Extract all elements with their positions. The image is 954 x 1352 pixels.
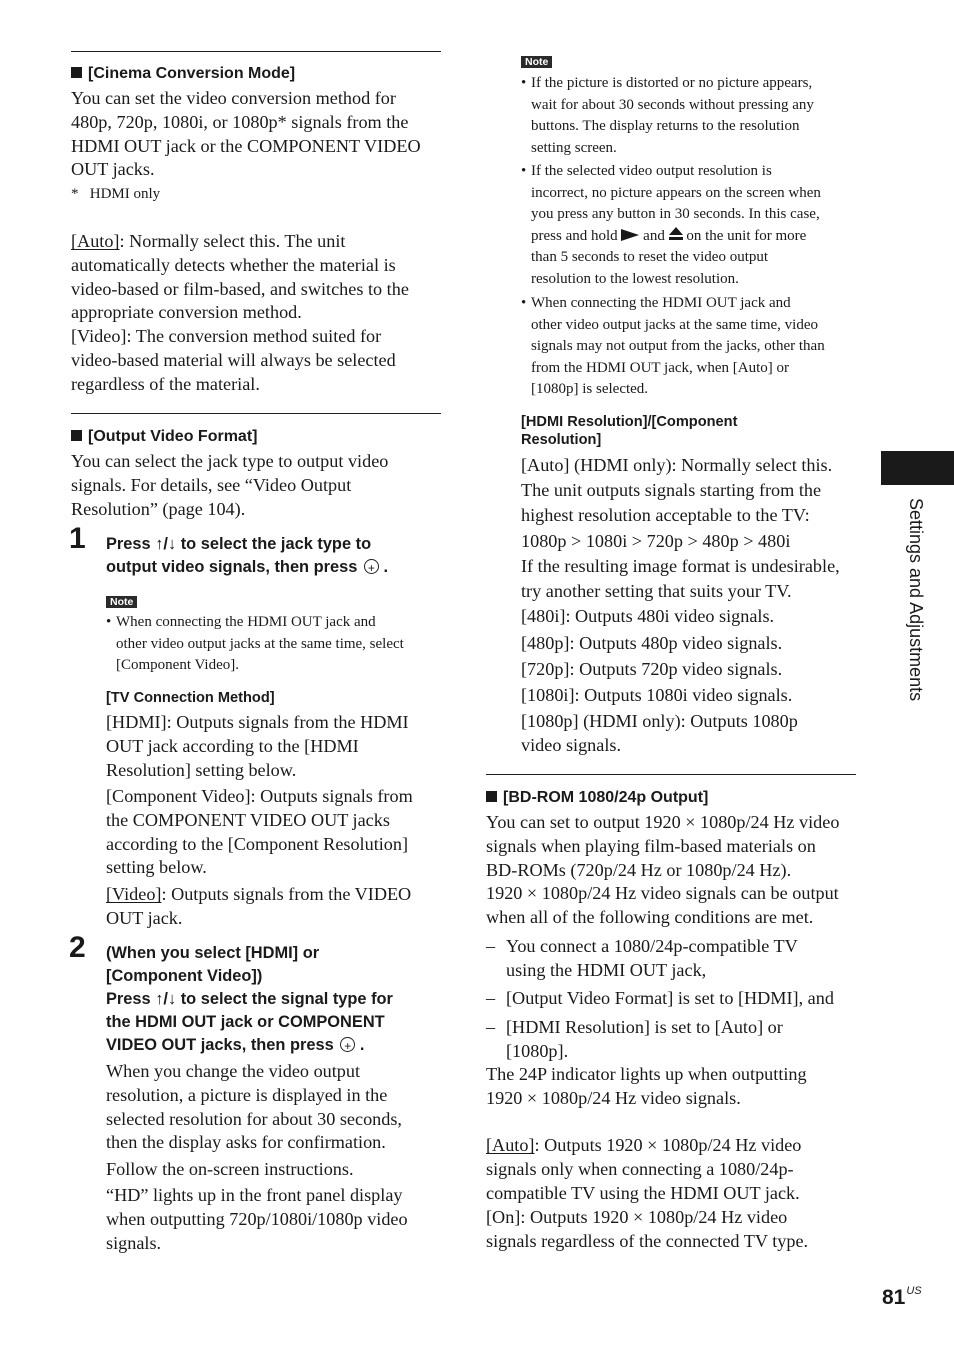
dash-marker: –	[486, 988, 496, 1008]
eject-button-icon	[669, 227, 683, 241]
step-2-instructions-note: Follow the on-screen instructions.	[106, 1159, 354, 1179]
step-number: 2	[69, 931, 86, 964]
bdrom-auto-option: [Auto]: Outputs 1920 × 1080p/24 Hz video signals only when connecting a 1080/24p- compatible TV using the HDMI OUT jack.	[486, 1135, 802, 1203]
hdmi-resolution-480i-option: [480i]: Outputs 480i video signals.	[521, 606, 775, 626]
step-number: 1	[69, 522, 86, 555]
cinema-footnote: * HDMI only	[71, 186, 161, 202]
text-line: HDMI OUT jack or the COMPONENT VIDEO	[71, 135, 421, 156]
page-number: $81^{US}$	[882, 1285, 922, 1309]
condition-item: – You connect a 1080/24p-compatible TV using the HDMI OUT jack,	[486, 936, 798, 980]
bullet-dot-icon: •	[521, 75, 527, 91]
cinema-video-option: [Video]: The conversion method suited for video-based material will always be selected regardless of the material.	[71, 326, 396, 394]
cinema-description	[71, 87, 451, 182]
bullet-dot-icon: •	[106, 614, 112, 630]
hdmi-resolution-1080p-option: [1080p] (HDMI only): Outputs 1080p video signals.	[521, 711, 798, 755]
note-bullet: • When connecting the HDMI OUT jack and other video output jacks at the same time, video signals may not output from the jacks, other than from the HDMI OUT jack, when [Auto] or [1080p] is selected.	[521, 295, 825, 398]
note-badge: Note	[106, 596, 137, 608]
bullet-square-icon	[486, 791, 497, 802]
section-divider	[71, 51, 441, 52]
step-2-hd-note: “HD” lights up in the front panel display when outputting 720p/1080i/1080p video signals.	[106, 1185, 408, 1253]
bullet-square-icon	[71, 67, 82, 78]
section-tab-marker	[881, 451, 954, 485]
step-2-body: When you change the video output resolution, a picture is displayed in the selected resolution for about 30 seconds, then the display asks for confirmation.	[106, 1061, 402, 1153]
condition-item: – [HDMI Resolution] is set to [Auto] or [1080p].	[486, 1017, 783, 1061]
hdmi-resolution-auto-option: [Auto] (HDMI only): Normally select this. The unit outputs signals starting from the highest resolution acceptable to the TV: 1080p > 1080i > 720p > 480p > 480i If the resulting image format is undesirable, try another setting that suits your TV.	[521, 455, 840, 602]
tv-connection-hdmi-option: [HDMI]: Outputs signals from the HDMI OUT jack according to the [HDMI Resolution] setting below.	[106, 712, 409, 780]
bullet-square-icon	[71, 430, 82, 441]
text-line: OUT jacks.	[71, 159, 155, 180]
note-bullet: • If the selected video output resolution is incorrect, no picture appears on the screen when you press any button in 30 seconds. In this case, press and hold and on the unit for more than 5 seconds to reset the video output resolution to the lowest resolution.	[521, 163, 821, 287]
hdmi-resolution-480p-option: [480p]: Outputs 480p video signals.	[521, 633, 783, 653]
bdrom-description: You can set to output 1920 × 1080p/24 Hz video signals when playing film-based materials on BD-ROMs (720p/24 Hz or 1080p/24 Hz). 1920 × 1080p/24 Hz video signals can be output when all of the following conditions are met.	[486, 812, 840, 928]
tv-connection-video-option: [Video]: Outputs signals from the VIDEO OUT jack.	[106, 884, 412, 928]
condition-item: – [Output Video Format] is set to [HDMI], and	[486, 988, 834, 1008]
step-2-instruction: (When you select [HDMI] or [Component Video]) Press ↑/↓ to select the signal type for the HDMI OUT jack or COMPONENT VIDEO OUT jacks, then press + .	[106, 942, 451, 1057]
section-divider	[71, 413, 441, 414]
output-format-heading: [Output Video Format]	[71, 428, 257, 446]
hdmi-resolution-720p-option: [720p]: Outputs 720p video signals.	[521, 659, 783, 679]
bdrom-on-option: [On]: Outputs 1920 × 1080p/24 Hz video signals regardless of the connected TV type.	[486, 1207, 809, 1251]
text-line: You can set the video conversion method for	[71, 88, 396, 108]
note-badge: Note	[521, 56, 552, 68]
section-divider	[486, 774, 856, 775]
default-marker: [Auto]	[71, 231, 120, 251]
dash-marker: –	[486, 1017, 496, 1037]
bullet-dot-icon: •	[521, 295, 527, 311]
bdrom-indicator-note: The 24P indicator lights up when outputting 1920 × 1080p/24 Hz video signals.	[486, 1064, 807, 1108]
default-marker: [Video]	[106, 884, 162, 904]
cinema-heading: [Cinema Conversion Mode]	[71, 65, 295, 83]
section-title-vertical: Settings and Adjustments	[906, 498, 926, 702]
hdmi-resolution-1080i-option: [1080i]: Outputs 1080i video signals.	[521, 685, 793, 705]
dash-marker: –	[486, 936, 496, 956]
region-code: US	[906, 1285, 922, 1297]
note-bullet: • If the picture is distorted or no picture appears, wait for about 30 seconds without pressing any buttons. The display returns to the resolution setting screen.	[521, 75, 814, 156]
tv-connection-heading: [TV Connection Method]	[106, 690, 275, 706]
play-button-icon	[621, 229, 639, 241]
note-bullet: • When connecting the HDMI OUT jack and other video output jacks at the same time, select [Component Video].	[106, 614, 404, 674]
bullet-dot-icon: •	[521, 163, 527, 179]
hdmi-resolution-heading: [HDMI Resolution]/[Component Resolution]	[521, 414, 738, 448]
text-line: 480p, 720p, 1080i, or 1080p* signals from the	[71, 111, 409, 132]
default-marker: [Auto]	[486, 1135, 535, 1155]
step-1-instruction: Press ↑/↓ to select the jack type to output video signals, then press + .	[106, 533, 446, 579]
cinema-auto-option: [Auto]: Normally select this. The unit automatically detects whether the material is video-based or film-based, and switches to the appropriate conversion method.	[71, 231, 409, 323]
bdrom-heading: [BD-ROM 1080/24p Output]	[486, 789, 708, 807]
tv-connection-component-option: [Component Video]: Outputs signals from the COMPONENT VIDEO OUT jacks according to the [Component Resolution] setting below.	[106, 786, 413, 878]
output-format-description: You can select the jack type to output video signals. For details, see “Video Output Resolution” (page 104).	[71, 451, 389, 519]
enter-button-icon	[340, 1037, 355, 1052]
enter-button-icon	[364, 559, 379, 574]
